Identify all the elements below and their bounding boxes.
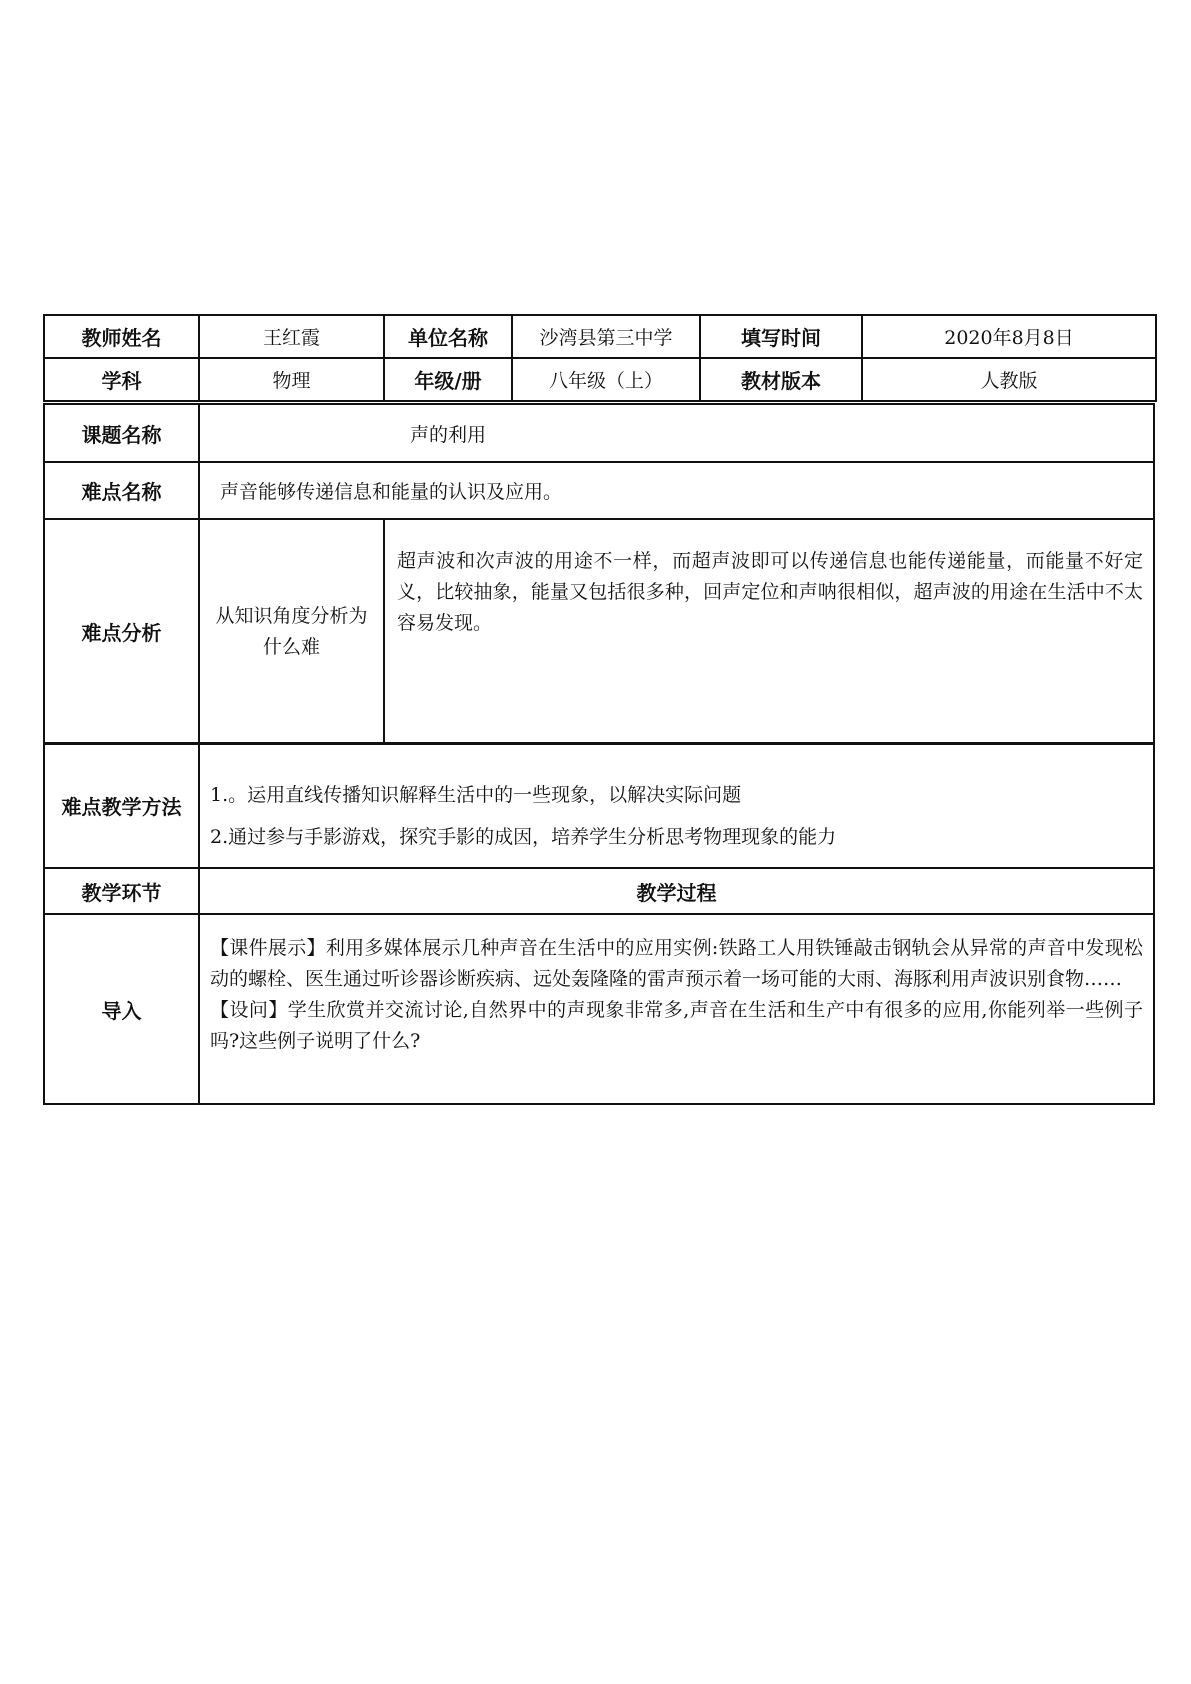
analysis-text: 超声波和次声波的用途不一样，而超声波即可以传递信息也能传递能量，而能量不好定义，比较抽象，能量又包括很多种，回声定位和声呐很相似，超声波的用途在生活中不太容易发现。 [384, 519, 1154, 744]
info-table [43, 314, 1155, 402]
topic-name: 声的利用 [199, 404, 1154, 462]
teacher-label: 教师姓名 [44, 315, 199, 358]
subject-label: 学科 [44, 358, 199, 401]
table-row [44, 358, 1156, 401]
table-row [44, 868, 1154, 914]
analysis-sub-label: 从知识角度分析为什么难 [199, 519, 384, 744]
subject: 物理 [199, 358, 384, 401]
grade: 八年级（上） [512, 358, 700, 401]
table-row [44, 519, 1154, 744]
date-label: 填写时间 [700, 315, 862, 358]
table-row [44, 914, 1154, 1104]
step-name: 导入 [44, 914, 199, 1104]
table-row [44, 743, 1154, 868]
method-label: 难点教学方法 [44, 743, 199, 868]
process-paragraph-1: 【课件展示】利用多媒体展示几种声音在生活中的应用实例:铁路工人用铁锤敲击钢轨会从异常的声音中发现松动的螺栓、医生通过听诊器诊断疾病、远处轰隆隆的雷声预示着一场可能的大雨、海豚利用声波识别食物…… [210, 937, 1143, 990]
table-row [44, 462, 1154, 519]
method-item-1: 1.。运用直线传播知识解释生活中的一些现象，以解决实际问题 [210, 784, 742, 806]
step-header: 教学环节 [44, 868, 199, 914]
difficulty-table [43, 461, 1155, 520]
grade-label: 年级/册 [384, 358, 512, 401]
process-header: 教学过程 [199, 868, 1154, 914]
analysis-label: 难点分析 [44, 519, 199, 744]
unit-label: 单位名称 [384, 315, 512, 358]
topic-label: 课题名称 [44, 404, 199, 462]
edition-label: 教材版本 [700, 358, 862, 401]
process-paragraph-2: 【设问】学生欣赏并交流讨论,自然界中的声现象非常多,声音在生活和生产中有很多的应用,你能列举一些例子吗?这些例子说明了什么? [210, 999, 1143, 1052]
analysis-table [43, 518, 1155, 745]
method-item-2: 2.通过参与手影游戏，探究手影的成因，培养学生分析思考物理现象的能力 [210, 826, 837, 848]
edition: 人教版 [862, 358, 1156, 401]
teacher-name: 王红霞 [199, 315, 384, 358]
unit-name: 沙湾县第三中学 [512, 315, 700, 358]
fill-date: 2020年8月8日 [862, 315, 1156, 358]
table-row [44, 315, 1156, 358]
topic-table [43, 403, 1155, 463]
table-row [44, 404, 1154, 462]
difficulty-name: 声音能够传递信息和能量的认识及应用。 [199, 462, 1154, 519]
difficulty-label: 难点名称 [44, 462, 199, 519]
method-process-table [43, 742, 1155, 1105]
